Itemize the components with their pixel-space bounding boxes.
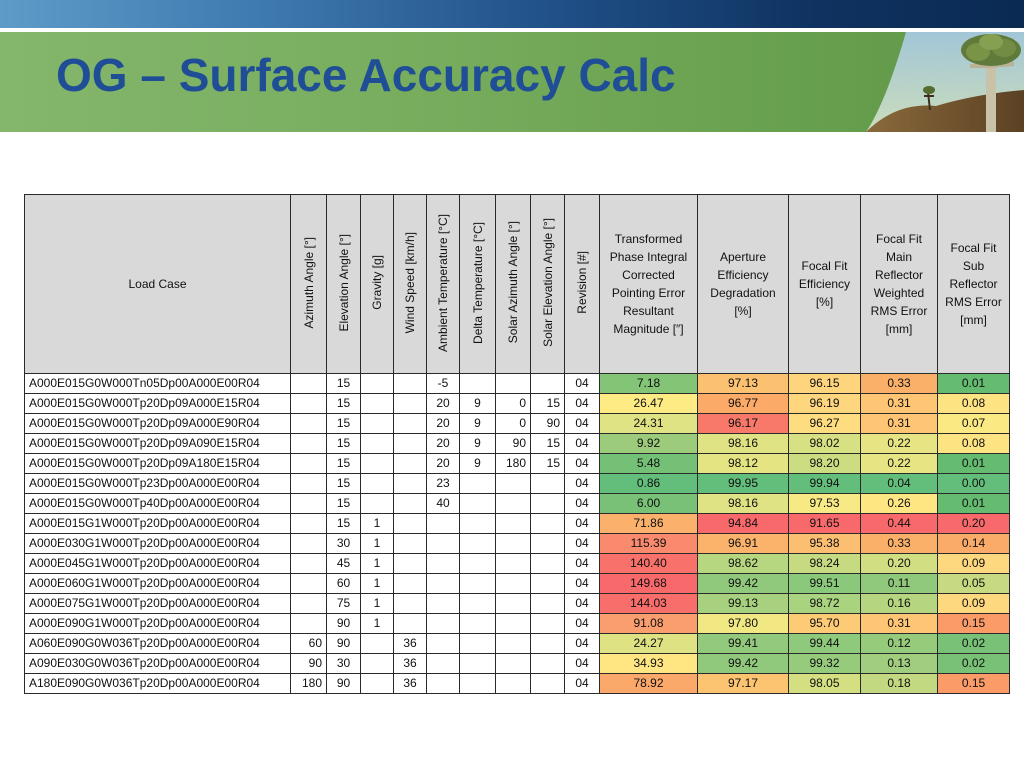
- solar-azimuth-cell: 0: [496, 394, 531, 414]
- wind-speed-cell: [394, 494, 427, 514]
- delta-temperature-cell: 9: [460, 394, 496, 414]
- wind-speed-cell: [394, 594, 427, 614]
- load-case-cell: A000E090G1W000Tp20Dp00A000E00R04: [25, 614, 291, 634]
- solar-elevation-cell: [531, 574, 565, 594]
- table-row: [25, 674, 1010, 694]
- main-reflector-rms-cell: 0.22: [861, 454, 938, 474]
- focal-fit-efficiency-cell: 95.38: [789, 534, 861, 554]
- load-case-cell: A000E015G0W000Tp40Dp00A000E00R04: [25, 494, 291, 514]
- wind-speed-cell: [394, 454, 427, 474]
- azimuth-cell: [291, 474, 327, 494]
- solar-elevation-cell: 90: [531, 414, 565, 434]
- table-row: [25, 534, 1010, 554]
- aperture-efficiency-cell: 96.91: [698, 534, 789, 554]
- revision-cell: 04: [565, 474, 600, 494]
- ambient-temperature-cell: 20: [427, 454, 460, 474]
- solar-azimuth-cell: [496, 654, 531, 674]
- elevation-cell: 30: [327, 654, 361, 674]
- revision-cell: 04: [565, 594, 600, 614]
- delta-temperature-cell: 9: [460, 454, 496, 474]
- aperture-efficiency-cell: 96.17: [698, 414, 789, 434]
- revision-cell: 04: [565, 454, 600, 474]
- delta-temperature-cell: [460, 594, 496, 614]
- aperture-efficiency-cell: 96.77: [698, 394, 789, 414]
- pointing-error-cell: 6.00: [600, 494, 698, 514]
- column-header-solar-azimuth: Solar Azimuth Angle [°]: [496, 195, 531, 374]
- azimuth-cell: [291, 414, 327, 434]
- solar-azimuth-cell: 180: [496, 454, 531, 474]
- ambient-temperature-cell: [427, 634, 460, 654]
- wind-speed-cell: [394, 514, 427, 534]
- aperture-efficiency-cell: 98.62: [698, 554, 789, 574]
- main-reflector-rms-cell: 0.13: [861, 654, 938, 674]
- main-reflector-rms-cell: 0.31: [861, 394, 938, 414]
- column-header-focal-fit-efficiency: Focal Fit Efficiency [%]: [789, 195, 861, 374]
- pointing-error-cell: 34.93: [600, 654, 698, 674]
- solar-elevation-cell: 15: [531, 454, 565, 474]
- delta-temperature-cell: [460, 614, 496, 634]
- delta-temperature-cell: 9: [460, 414, 496, 434]
- main-reflector-rms-cell: 0.31: [861, 414, 938, 434]
- load-case-cell: A000E060G1W000Tp20Dp00A000E00R04: [25, 574, 291, 594]
- delta-temperature-cell: [460, 534, 496, 554]
- column-header-load-case: Load Case: [25, 195, 291, 374]
- elevation-cell: 15: [327, 454, 361, 474]
- load-case-cell: A000E015G0W000Tp23Dp00A000E00R04: [25, 474, 291, 494]
- revision-cell: 04: [565, 374, 600, 394]
- wind-speed-cell: [394, 414, 427, 434]
- sub-reflector-rms-cell: 0.20: [938, 514, 1010, 534]
- ambient-temperature-cell: 20: [427, 414, 460, 434]
- delta-temperature-cell: [460, 674, 496, 694]
- elevation-cell: 15: [327, 474, 361, 494]
- gravity-cell: 1: [361, 534, 394, 554]
- table-row: [25, 594, 1010, 614]
- column-header-revision: Revision [#]: [565, 195, 600, 374]
- surface-accuracy-table-wrapper: [24, 194, 1009, 695]
- column-header-solar-elevation: Solar Elevation Angle [°]: [531, 195, 565, 374]
- aperture-efficiency-cell: 97.13: [698, 374, 789, 394]
- delta-temperature-cell: [460, 574, 496, 594]
- pointing-error-cell: 144.03: [600, 594, 698, 614]
- focal-fit-efficiency-cell: 99.32: [789, 654, 861, 674]
- azimuth-cell: [291, 594, 327, 614]
- main-reflector-rms-cell: 0.12: [861, 634, 938, 654]
- gravity-cell: [361, 434, 394, 454]
- ambient-temperature-cell: 23: [427, 474, 460, 494]
- load-case-cell: A000E015G0W000Tp20Dp09A180E15R04: [25, 454, 291, 474]
- focal-fit-efficiency-cell: 95.70: [789, 614, 861, 634]
- pointing-error-cell: 24.31: [600, 414, 698, 434]
- top-color-bar: [0, 0, 1024, 28]
- sub-reflector-rms-cell: 0.01: [938, 374, 1010, 394]
- column-header-main-reflector-rms: Focal Fit Main Reflector Weighted RMS Error [mm]: [861, 195, 938, 374]
- load-case-cell: A000E075G1W000Tp20Dp00A000E00R04: [25, 594, 291, 614]
- gravity-cell: [361, 634, 394, 654]
- focal-fit-efficiency-cell: 96.27: [789, 414, 861, 434]
- load-case-cell: A000E030G1W000Tp20Dp00A000E00R04: [25, 534, 291, 554]
- elevation-cell: 15: [327, 494, 361, 514]
- pointing-error-cell: 140.40: [600, 554, 698, 574]
- column-header-aperture-efficiency: Aperture Efficiency Degradation [%]: [698, 195, 789, 374]
- revision-cell: 04: [565, 494, 600, 514]
- ambient-temperature-cell: 20: [427, 394, 460, 414]
- quiver-tree-icon: [866, 32, 1024, 132]
- page-title: OG – Surface Accuracy Calc: [56, 49, 676, 101]
- elevation-cell: 45: [327, 554, 361, 574]
- table-row: [25, 614, 1010, 634]
- pointing-error-cell: 71.86: [600, 514, 698, 534]
- wind-speed-cell: 36: [394, 674, 427, 694]
- azimuth-cell: [291, 534, 327, 554]
- load-case-cell: A000E015G0W000Tn05Dp00A000E00R04: [25, 374, 291, 394]
- aperture-efficiency-cell: 98.16: [698, 434, 789, 454]
- table-row: [25, 394, 1010, 414]
- column-header-azimuth: Azimuth Angle [°]: [291, 195, 327, 374]
- focal-fit-efficiency-cell: 98.05: [789, 674, 861, 694]
- delta-temperature-cell: [460, 494, 496, 514]
- revision-cell: 04: [565, 434, 600, 454]
- load-case-cell: A060E090G0W036Tp20Dp00A000E00R04: [25, 634, 291, 654]
- column-header-ambient-temperature: Ambient Temperature [°C]: [427, 195, 460, 374]
- column-header-delta-temperature: Delta Temperature [°C]: [460, 195, 496, 374]
- gravity-cell: [361, 654, 394, 674]
- sub-reflector-rms-cell: 0.02: [938, 654, 1010, 674]
- elevation-cell: 30: [327, 534, 361, 554]
- aperture-efficiency-cell: 99.42: [698, 654, 789, 674]
- sub-reflector-rms-cell: 0.01: [938, 494, 1010, 514]
- delta-temperature-cell: 9: [460, 434, 496, 454]
- ambient-temperature-cell: [427, 554, 460, 574]
- main-reflector-rms-cell: 0.11: [861, 574, 938, 594]
- solar-elevation-cell: [531, 674, 565, 694]
- wind-speed-cell: [394, 534, 427, 554]
- solar-elevation-cell: [531, 514, 565, 534]
- table-row: [25, 414, 1010, 434]
- elevation-cell: 15: [327, 394, 361, 414]
- solar-azimuth-cell: [496, 594, 531, 614]
- elevation-cell: 15: [327, 434, 361, 454]
- focal-fit-efficiency-cell: 98.02: [789, 434, 861, 454]
- azimuth-cell: [291, 574, 327, 594]
- gravity-cell: 1: [361, 554, 394, 574]
- pointing-error-cell: 7.18: [600, 374, 698, 394]
- wind-speed-cell: 36: [394, 654, 427, 674]
- ambient-temperature-cell: [427, 594, 460, 614]
- wind-speed-cell: [394, 574, 427, 594]
- table-row: [25, 574, 1010, 594]
- table-row: [25, 634, 1010, 654]
- revision-cell: 04: [565, 414, 600, 434]
- solar-azimuth-cell: [496, 514, 531, 534]
- sub-reflector-rms-cell: 0.01: [938, 454, 1010, 474]
- ambient-temperature-cell: -5: [427, 374, 460, 394]
- table-row: [25, 654, 1010, 674]
- load-case-cell: A000E015G0W000Tp20Dp09A000E15R04: [25, 394, 291, 414]
- revision-cell: 04: [565, 674, 600, 694]
- ambient-temperature-cell: [427, 614, 460, 634]
- sub-reflector-rms-cell: 0.15: [938, 614, 1010, 634]
- column-header-gravity: Gravity [g]: [361, 195, 394, 374]
- solar-azimuth-cell: [496, 614, 531, 634]
- column-header-sub-reflector-rms: Focal Fit Sub Reflector RMS Error [mm]: [938, 195, 1010, 374]
- column-header-elevation: Elevation Angle [°]: [327, 195, 361, 374]
- solar-elevation-cell: [531, 374, 565, 394]
- solar-elevation-cell: [531, 534, 565, 554]
- main-reflector-rms-cell: 0.33: [861, 374, 938, 394]
- delta-temperature-cell: [460, 474, 496, 494]
- solar-elevation-cell: 15: [531, 434, 565, 454]
- sub-reflector-rms-cell: 0.09: [938, 594, 1010, 614]
- ambient-temperature-cell: 40: [427, 494, 460, 514]
- sub-reflector-rms-cell: 0.08: [938, 394, 1010, 414]
- revision-cell: 04: [565, 554, 600, 574]
- gravity-cell: [361, 474, 394, 494]
- solar-elevation-cell: [531, 474, 565, 494]
- surface-accuracy-table: [24, 194, 1010, 694]
- aperture-efficiency-cell: 97.17: [698, 674, 789, 694]
- wind-speed-cell: [394, 374, 427, 394]
- aperture-efficiency-cell: 94.84: [698, 514, 789, 534]
- gravity-cell: [361, 394, 394, 414]
- main-reflector-rms-cell: 0.22: [861, 434, 938, 454]
- pointing-error-cell: 78.92: [600, 674, 698, 694]
- solar-azimuth-cell: [496, 474, 531, 494]
- delta-temperature-cell: [460, 634, 496, 654]
- main-reflector-rms-cell: 0.26: [861, 494, 938, 514]
- sub-reflector-rms-cell: 0.02: [938, 634, 1010, 654]
- elevation-cell: 90: [327, 674, 361, 694]
- focal-fit-efficiency-cell: 99.51: [789, 574, 861, 594]
- pointing-error-cell: 91.08: [600, 614, 698, 634]
- ambient-temperature-cell: [427, 674, 460, 694]
- sub-reflector-rms-cell: 0.15: [938, 674, 1010, 694]
- solar-azimuth-cell: 90: [496, 434, 531, 454]
- pointing-error-cell: 115.39: [600, 534, 698, 554]
- aperture-efficiency-cell: 98.12: [698, 454, 789, 474]
- solar-azimuth-cell: [496, 374, 531, 394]
- sub-reflector-rms-cell: 0.14: [938, 534, 1010, 554]
- table-body: [25, 374, 1010, 694]
- solar-azimuth-cell: [496, 634, 531, 654]
- ambient-temperature-cell: [427, 514, 460, 534]
- azimuth-cell: [291, 554, 327, 574]
- aperture-efficiency-cell: 99.13: [698, 594, 789, 614]
- azimuth-cell: [291, 614, 327, 634]
- wind-speed-cell: 36: [394, 634, 427, 654]
- revision-cell: 04: [565, 514, 600, 534]
- delta-temperature-cell: [460, 654, 496, 674]
- aperture-efficiency-cell: 99.95: [698, 474, 789, 494]
- gravity-cell: [361, 674, 394, 694]
- main-reflector-rms-cell: 0.04: [861, 474, 938, 494]
- elevation-cell: 90: [327, 634, 361, 654]
- delta-temperature-cell: [460, 514, 496, 534]
- focal-fit-efficiency-cell: 96.19: [789, 394, 861, 414]
- pointing-error-cell: 0.86: [600, 474, 698, 494]
- focal-fit-efficiency-cell: 91.65: [789, 514, 861, 534]
- pointing-error-cell: 26.47: [600, 394, 698, 414]
- main-reflector-rms-cell: 0.33: [861, 534, 938, 554]
- gravity-cell: [361, 374, 394, 394]
- solar-elevation-cell: [531, 554, 565, 574]
- focal-fit-efficiency-cell: 96.15: [789, 374, 861, 394]
- table-row: [25, 454, 1010, 474]
- focal-fit-efficiency-cell: 98.20: [789, 454, 861, 474]
- gravity-cell: 1: [361, 594, 394, 614]
- aperture-efficiency-cell: 97.80: [698, 614, 789, 634]
- solar-elevation-cell: [531, 594, 565, 614]
- column-header-pointing-error: Transformed Phase Integral Corrected Pointing Error Resultant Magnitude [″]: [600, 195, 698, 374]
- azimuth-cell: [291, 494, 327, 514]
- azimuth-cell: [291, 454, 327, 474]
- gravity-cell: 1: [361, 614, 394, 634]
- table-row: [25, 374, 1010, 394]
- azimuth-cell: [291, 434, 327, 454]
- main-reflector-rms-cell: 0.16: [861, 594, 938, 614]
- table-row: [25, 434, 1010, 454]
- focal-fit-efficiency-cell: 99.44: [789, 634, 861, 654]
- solar-elevation-cell: 15: [531, 394, 565, 414]
- solar-azimuth-cell: [496, 554, 531, 574]
- table-row: [25, 474, 1010, 494]
- pointing-error-cell: 149.68: [600, 574, 698, 594]
- revision-cell: 04: [565, 654, 600, 674]
- elevation-cell: 15: [327, 414, 361, 434]
- table-row: [25, 554, 1010, 574]
- solar-azimuth-cell: [496, 674, 531, 694]
- sub-reflector-rms-cell: 0.08: [938, 434, 1010, 454]
- sub-reflector-rms-cell: 0.05: [938, 574, 1010, 594]
- focal-fit-efficiency-cell: 98.24: [789, 554, 861, 574]
- delta-temperature-cell: [460, 374, 496, 394]
- main-reflector-rms-cell: 0.31: [861, 614, 938, 634]
- azimuth-cell: [291, 394, 327, 414]
- elevation-cell: 15: [327, 374, 361, 394]
- table-row: [25, 514, 1010, 534]
- solar-azimuth-cell: 0: [496, 414, 531, 434]
- azimuth-cell: 60: [291, 634, 327, 654]
- delta-temperature-cell: [460, 554, 496, 574]
- load-case-cell: A000E045G1W000Tp20Dp00A000E00R04: [25, 554, 291, 574]
- load-case-cell: A000E015G0W000Tp20Dp09A090E15R04: [25, 434, 291, 454]
- main-reflector-rms-cell: 0.20: [861, 554, 938, 574]
- pointing-error-cell: 5.48: [600, 454, 698, 474]
- ambient-temperature-cell: 20: [427, 434, 460, 454]
- solar-azimuth-cell: [496, 574, 531, 594]
- wind-speed-cell: [394, 434, 427, 454]
- focal-fit-efficiency-cell: 99.94: [789, 474, 861, 494]
- solar-azimuth-cell: [496, 494, 531, 514]
- solar-elevation-cell: [531, 494, 565, 514]
- revision-cell: 04: [565, 634, 600, 654]
- aperture-efficiency-cell: 99.41: [698, 634, 789, 654]
- aperture-efficiency-cell: 99.42: [698, 574, 789, 594]
- main-reflector-rms-cell: 0.18: [861, 674, 938, 694]
- ambient-temperature-cell: [427, 654, 460, 674]
- revision-cell: 04: [565, 394, 600, 414]
- gravity-cell: [361, 454, 394, 474]
- elevation-cell: 75: [327, 594, 361, 614]
- wind-speed-cell: [394, 394, 427, 414]
- solar-elevation-cell: [531, 654, 565, 674]
- gravity-cell: 1: [361, 574, 394, 594]
- solar-elevation-cell: [531, 634, 565, 654]
- azimuth-cell: 180: [291, 674, 327, 694]
- gravity-cell: [361, 414, 394, 434]
- pointing-error-cell: 9.92: [600, 434, 698, 454]
- revision-cell: 04: [565, 574, 600, 594]
- gravity-cell: 1: [361, 514, 394, 534]
- wind-speed-cell: [394, 554, 427, 574]
- load-case-cell: A090E030G0W036Tp20Dp00A000E00R04: [25, 654, 291, 674]
- table-row: [25, 494, 1010, 514]
- column-header-wind-speed: Wind Speed [km/h]: [394, 195, 427, 374]
- aperture-efficiency-cell: 98.16: [698, 494, 789, 514]
- solar-elevation-cell: [531, 614, 565, 634]
- gravity-cell: [361, 494, 394, 514]
- main-reflector-rms-cell: 0.44: [861, 514, 938, 534]
- elevation-cell: 15: [327, 514, 361, 534]
- elevation-cell: 90: [327, 614, 361, 634]
- azimuth-cell: 90: [291, 654, 327, 674]
- azimuth-cell: [291, 374, 327, 394]
- ambient-temperature-cell: [427, 574, 460, 594]
- ambient-temperature-cell: [427, 534, 460, 554]
- wind-speed-cell: [394, 474, 427, 494]
- load-case-cell: A180E090G0W036Tp20Dp00A000E00R04: [25, 674, 291, 694]
- azimuth-cell: [291, 514, 327, 534]
- focal-fit-efficiency-cell: 97.53: [789, 494, 861, 514]
- solar-azimuth-cell: [496, 534, 531, 554]
- sub-reflector-rms-cell: 0.07: [938, 414, 1010, 434]
- revision-cell: 04: [565, 534, 600, 554]
- load-case-cell: A000E015G1W000Tp20Dp00A000E00R04: [25, 514, 291, 534]
- header-row: [25, 195, 1010, 374]
- sub-reflector-rms-cell: 0.09: [938, 554, 1010, 574]
- wind-speed-cell: [394, 614, 427, 634]
- pointing-error-cell: 24.27: [600, 634, 698, 654]
- revision-cell: 04: [565, 614, 600, 634]
- elevation-cell: 60: [327, 574, 361, 594]
- focal-fit-efficiency-cell: 98.72: [789, 594, 861, 614]
- load-case-cell: A000E015G0W000Tp20Dp09A000E90R04: [25, 414, 291, 434]
- sub-reflector-rms-cell: 0.00: [938, 474, 1010, 494]
